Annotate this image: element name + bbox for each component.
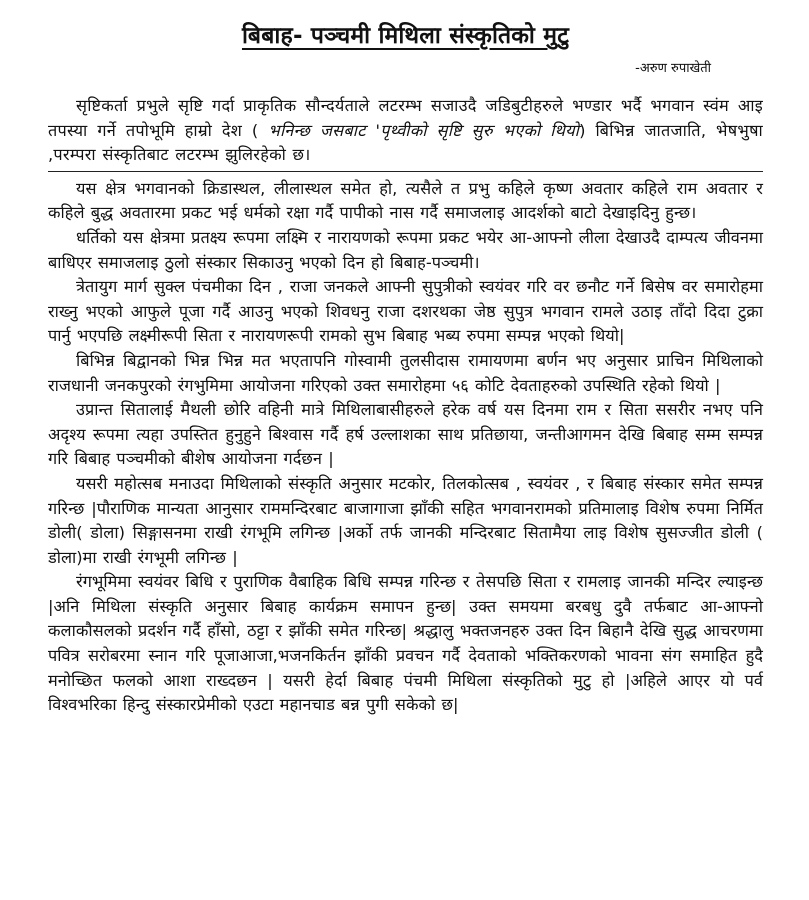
paragraph-3: त्रेतायुग मार्ग सुक्ल पंचमीका दिन , राजा जनकले आफ्नी सुपुत्रीको स्वयंवर गरि वर छनौट गर्ने बिसेष वर समारोहमा राख्नु भएको आफुले पूजा गर्दै आउनु भएको शिवधनु राजा दशरथका जेष्ठ सुपुत्र भगवान रामले उठाइ ताँदो दिदा टुक्रा पार्नु भएपछि लक्ष्मीरूपी सिता र नारायणरूपी रामको सुभ बिबाह भब्य रुपमा सम्पन्न भएको थियो|: [48, 277, 763, 346]
author-byline: -अरुण रुपाखेती: [635, 61, 711, 76]
paragraph-1: यस क्षेत्र भगवानको क्रिडास्थल, लीलास्थल समेत हो, त्यसैले त प्रभु कहिले कृष्ण अवतार कहिले राम अवतार र कहिले बुद्ध अवतारमा प्रकट भई धर्मको रक्षा गर्दै पापीको नास गर्दै समाजलाइ आदर्शको बाटो देखाइदिनु हुन्छ।: [48, 178, 763, 223]
intro-text-part1: सृष्टिकर्ता प्रभुले सृष्टि गर्दा प्राकृतिक सौन्दर्यताले लटरम्भ सजाउदै जडिबुटीहरुले भण्डार भर्दै भगवान स्वंम आइ तपस्या गर्ने तपोभूमि हाम्रो देश (: [48, 96, 763, 140]
paragraph-6: यसरी महोत्सब मनाउदा मिथिलाको संस्कृति अनुसार मटकोर, तिलकोत्सब , स्वयंवर , र बिबाह संस्कार समेत सम्पन्न गरिन्छ |पौराणिक मान्यता आनुसार राममन्दिरबाट बाजागाजा झाँकी सहित भगवानरामको प्रतिमालाइ विशेष रुपमा निर्मित डोली( डोला) सिङ्गासनमा राखी रंगभूमि लगिन्छ |अर्को तर्फ जानकी मन्दिरबाट सितामैया लाइ विशेष सुसज्जीत डोली ( डोला)मा राखी रंगभूमी लगिन्छ |: [48, 473, 763, 567]
intro-italic-quote: भनिन्छ जसबाट 'पृथ्वीको सृष्टि सुरु भएको थियो: [258, 120, 580, 140]
paragraph-4: बिभिन्न बिद्वानको भिन्न भिन्न मत भएतापनि गोस्वामी तुलसीदास रामायणमा बर्णन भए अनुसार प्राचिन मिथिलाको राजधानी जनकपुरको रंगभुमिमा आयोजना गरिएको उक्त समारोहमा ५६ कोटि देवताहरुको उपस्थिति रहेको थियो |: [48, 350, 763, 395]
paragraph-7: रंगभूमिमा स्वयंवर बिधि र पुराणिक वैबाहिक बिधि सम्पन्न गरिन्छ र तेसपछि सिता र रामलाइ जानकी मन्दिर ल्याइन्छ |अनि मिथिला संस्कृति अनुसार बिबाह कार्यक्रम समापन हुन्छ| उक्त समयमा बरबधु दुवै तर्फबाट आ-आफ्नो कलाकौसलको प्रदर्शन गर्दै हाँसो, ठट्टा र झाँकी समेत गरिन्छ| श्रद्धालु भक्तजनहरु उक्त दिन बिहानै देखि सुद्ध आचरणमा पवित्र सरोबरमा स्नान गरि पूजाआजा,भजनकिर्तन झाँकी प्रवचन गर्दै देवताको भक्तिकरणको भावना संग समाहित हुदै मनोच्छित फलको आशा राख्दछन | यसरी हेर्दा बिबाह पंचमी मिथिला संस्कृतिको मुटु हो |अहिले आएर यो पर्व विश्वभरिका हिन्दु संस्कारप्रेमीको एउटा महानचाड बन्न पुगी सकेको छ|: [48, 572, 763, 715]
intro-text-part2: ) बिभिन्न जातजाति, भेषभुषा ,परम्परा संस्कृतिबाट लटरम्भ झुलिरहेको छ।: [48, 120, 763, 165]
title-container: [48, 18, 763, 52]
paragraph-2: धर्तिको यस क्षेत्रमा प्रतक्ष्य रूपमा लक्ष्मि र नारायणको रूपमा प्रकट भयेर आ-आफ्नो लीला देखाउदै दाम्पत्य जीवनमा बाधिएर समाजलाइ ठुलो संस्कार सिकाउनु भएको दिन हो बिबाह-पञ्चमी।: [48, 227, 763, 272]
intro-paragraph: [48, 94, 763, 168]
paragraph-5: उप्रान्त सितालाई मैथली छोरि वहिनी मात्रे मिथिलाबासीहरुले हरेक वर्ष यस दिनमा राम र सिता ससरीर नभए पनि अदृश्य रूपमा त्यहा उपस्तित हुनुहुने बिश्वास गर्दै हर्ष उल्लाशका साथ प्रतिछाया, जन्तीआगमन देखि बिबाह सम्म सम्पन्न गरि बिबाह पञ्चमीको बीशेष आयोजना गर्दछन |: [48, 400, 763, 469]
section-divider: [48, 171, 763, 172]
article-title: बिबाह- पञ्चमी मिथिला संस्कृतिको मुटु: [241, 23, 570, 49]
